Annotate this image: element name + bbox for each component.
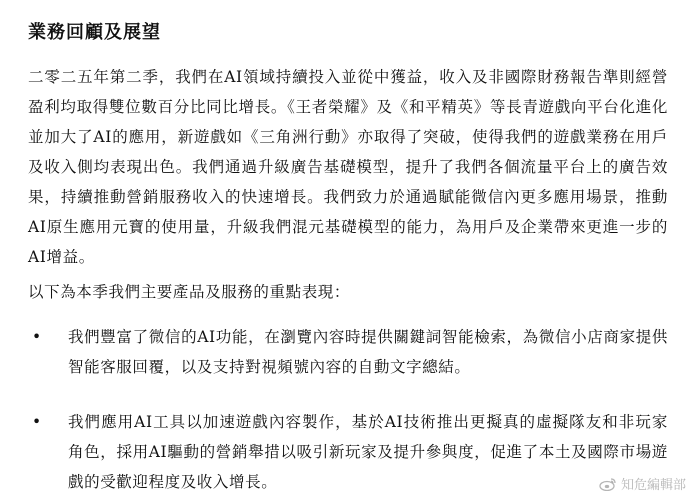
weibo-logo-icon bbox=[599, 477, 617, 491]
bullet-text: 我們豐富了微信的AI功能，在瀏覽內容時提供關鍵詞智能檢索，為微信小店商家提供智能客服回覆，以及支持對視頻號內容的自動文字總結。 bbox=[68, 328, 668, 376]
bullet-text: 我們應用AI工具以加速遊戲內容製作，基於AI技術推出更擬真的虛擬隊友和非玩家角色，採用AI驅動的營銷舉措以吸引新玩家及提升參與度，促進了本土及國際市場遊戲的受歡迎程度及收入增長。 bbox=[68, 413, 668, 491]
watermark-text: 知危編輯部 bbox=[620, 478, 686, 493]
bullet-dot-icon: • bbox=[32, 328, 42, 346]
section-heading: 業務回顧及展望 bbox=[28, 22, 161, 43]
body-paragraph-intro: 以下為本季我們主要產品及服務的重點表現： bbox=[28, 283, 351, 301]
bullet-item bbox=[28, 322, 668, 382]
bullet-item bbox=[28, 407, 668, 497]
body-paragraph-summary: 二零二五年第二季，我們在AI領域持續投入並從中獲益，收入及非國際財務報告準則經營盈利均取得雙位數百分比同比增長。《王者榮耀》及《和平精英》等長青遊戲向平台化進化並加大了AI的應用，新遊戲如《三角洲行動》亦取得了突破，使得我們的遊戲業務在用戶及收入側均表現出色。我們通過升級廣告基礎模型，提升了我們各個流量平台上的廣告效果，持續推動營銷服務收入的快速增長。我們致力於通過賦能微信內更多應用場景，推動AI原生應用元寶的使用量，升級我們混元基礎模型的能力，為用戶及企業帶來更進一步的AI增益。 bbox=[28, 68, 668, 266]
bullet-dot-icon: • bbox=[32, 413, 42, 431]
watermark bbox=[599, 474, 686, 493]
